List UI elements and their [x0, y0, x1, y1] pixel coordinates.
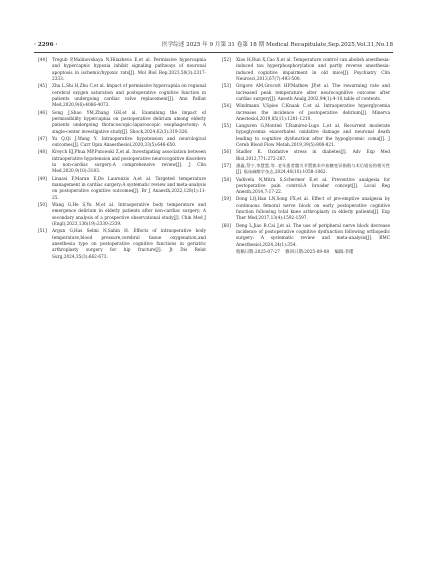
reference-item	[222, 164, 390, 177]
reference-number: [54]	[222, 104, 231, 110]
reference-text: Vadivelu N,Mitra S,Schermer E,et al. Preventive analgesia for postoperative pain control:A broader concept[J]. Local Reg Anesth,2014,7:17-22.	[236, 177, 390, 196]
reference-number: [58]	[222, 177, 231, 183]
reference-number: [47]	[38, 136, 47, 142]
reference-number: [53]	[222, 84, 231, 90]
reference-column-left	[38, 58, 206, 262]
reference-item	[222, 224, 390, 249]
reference-number: [48]	[38, 150, 47, 156]
article-footer	[222, 250, 390, 256]
reference-text: Grigore AM,Grocott HP,Mathew JP,et al. The rewarming rate and increased peak temperature alter neurocognitive outcome after cardiac surgery[J]. Anesth Analg,2002,94(1):4-10,table of contents.	[236, 84, 390, 102]
reference-text: Stadler K. Oxidative stress in diabetes[J]. Adv Exp Med Biol,2012,771:272-287.	[236, 150, 390, 162]
reference-item	[222, 58, 390, 83]
reference-number: [60]	[222, 223, 231, 229]
reference-text: Linassi F,Maran E,De Laurenzis A,et al. Targeted temperature management in cardiac surgery:A systematic review and meta-analysis on postoperative cognitive outcomes[J]. Br J Anaesth,2022,128(1):11-25.	[52, 176, 206, 201]
running-header	[34, 41, 393, 50]
reference-text: Song J,Shao YM,Zhang GH,et al. Examining the impact of permissibility hypercapnia on postoperative delirium among elderly patients undergoing thoracoscopic-laparoscopic esophagectomy: A single-center investigative study[J]. Shock,2024,62(3):319-326.	[52, 110, 206, 135]
reference-item	[38, 150, 206, 175]
reference-number: [51]	[38, 229, 47, 235]
reference-item	[222, 84, 390, 103]
reference-number: [45]	[38, 84, 47, 90]
reference-item	[38, 229, 206, 261]
reference-item	[38, 137, 206, 150]
reference-text: Zhu L,Shi H,Zhu C,et al. Impact of permissive hypercapnia on regional cerebral oxygen saturation and postoperative cognitive function in patients undergoing cardiac valve replacement[J]. Ann Palliat Med,2020,9(6):4066-4073.	[52, 84, 206, 109]
page-number: · 2296 ·	[34, 42, 58, 48]
reference-number: [46]	[38, 110, 47, 116]
reference-item	[222, 150, 390, 163]
reference-text: Wang G,He S,Yu M,et al. Intraoperative body temperature and emergence delirium in elderly patients after non-cardiac surgery; A secondary analysis of a prospective observational study[J]. Chin Med J (Engl),2023,136(19):2330-2339.	[52, 202, 206, 227]
reference-text: Yu Q,Qi J,Wang Y. Intraoperative hypotension and neurological outcomes[J]. Curr Opin Anaesthesiol,2020,33(5):646-650.	[52, 136, 206, 149]
revised-date: 修回日期:2025-09-08	[285, 250, 330, 256]
reference-text: Kreych EJ,Phua MP,Putowski Z,et al. Investigating association between intraoperative hypotension and postoperative neurocognitive disorders in non-cardiac surgery:A comprehensive review[J]. J Clin Med,2020,9(10):3183.	[52, 150, 206, 175]
reference-number: [59]	[222, 197, 231, 203]
reference-number: [49]	[38, 176, 47, 182]
reference-column-right	[222, 58, 390, 256]
reference-item	[222, 124, 390, 149]
editor-name: 编辑:李瑾	[334, 250, 354, 256]
reference-item	[38, 58, 206, 83]
received-date: 收稿日期:2025-07-27	[236, 250, 280, 256]
reference-text: Dong LQ,Han LN,Song FX,et al. Effect of pre-emptive analgesia by continuous femoral nerve block on early postoperative cognitive function following total knee arthroplasty in elderly patients[J]. Exp Ther Med,2017,13(4):1592-1597.	[236, 197, 390, 222]
reference-item	[222, 178, 390, 197]
reference-number: [56]	[222, 150, 231, 156]
reference-item	[222, 197, 390, 222]
reference-text: Languren G,Montiel T,Ramirez-Lugo L,et al. Recurrent moderate hypoglycemia exacerbates oxidative damage and neuronal death leading to cognitive dysfunction after the hypoglycemic coma[J]. J Cereb Blood Flow Metab,2019,39(5):808-821.	[236, 124, 390, 149]
reference-number: [44]	[38, 58, 47, 63]
reference-item	[38, 111, 206, 136]
reference-item	[38, 84, 206, 109]
reference-number: [52]	[222, 58, 231, 63]
reference-item	[38, 203, 206, 228]
reference-number: [57]	[222, 163, 231, 169]
reference-number: [50]	[38, 202, 47, 208]
reference-text: Deng L,Jiao B,Cai J,et al. The use of peripheral nerve block decrease incidence of postoperative cognitive dysfunction following orthopedic surgery: A systematic review and meta-analysis[J]. BMC Anesthesiol,2024,24(1):354.	[236, 223, 390, 248]
reference-text: Windmann V,Spies C,Knaak C,et al. Intraoperative hyperglycemia increases the incidence of postoperative delirium[J]. Minerva Anestesiol,2019,85(11):1201-1210.	[236, 104, 390, 122]
reference-item	[222, 104, 390, 123]
reference-text: Tregub P,Malinovskaya N,Hilazheva E,et al. Permissive hypercapnia and hypercapnic hypoxia inhibit signaling pathways of neuronal apoptosis in ischemic/hypoxic rats[J]. Mol Biol Rep,2023,50(3):2317-2333.	[52, 58, 206, 83]
journal-title: 医学综述 2025 年 9 月第 31 卷第 18 期 Medical Recapitulate,Sep.2025,Vol.31,No.18	[161, 42, 393, 48]
reference-text: Argun G,Has Selmi N,Sahin H. Effects of intraoperative body temperature,blood pressure,cerebral tissue oxygenation,and anesthesia type on postoperative cognitive functions in geriatric arthroplasty surgery for hip fracture[J]. Jt Dis Relat Surg,2024,35(3):662-673.	[52, 229, 206, 260]
reference-number: [55]	[222, 124, 231, 130]
header-rule	[34, 52, 393, 53]
reference-text: 潘鑫,蔡宁,李慧慧,等. 老年患者髋关节置换术中血糖变异指数与术后谵妄的相关性[J]. 临床麻醉学杂志,2024,40(10):1058-1062.	[236, 163, 390, 176]
reference-text: Xiao H,Run X,Cao X,et al. Temperature control can abolish anesthesia-induced tau hyperphosphorylation and partly reverse anesthesia-induced cognitive impairment in old mice[J]. Psychiatry Clin Neurosci,2013,67(7):493-500.	[236, 58, 390, 83]
reference-item	[38, 177, 206, 202]
